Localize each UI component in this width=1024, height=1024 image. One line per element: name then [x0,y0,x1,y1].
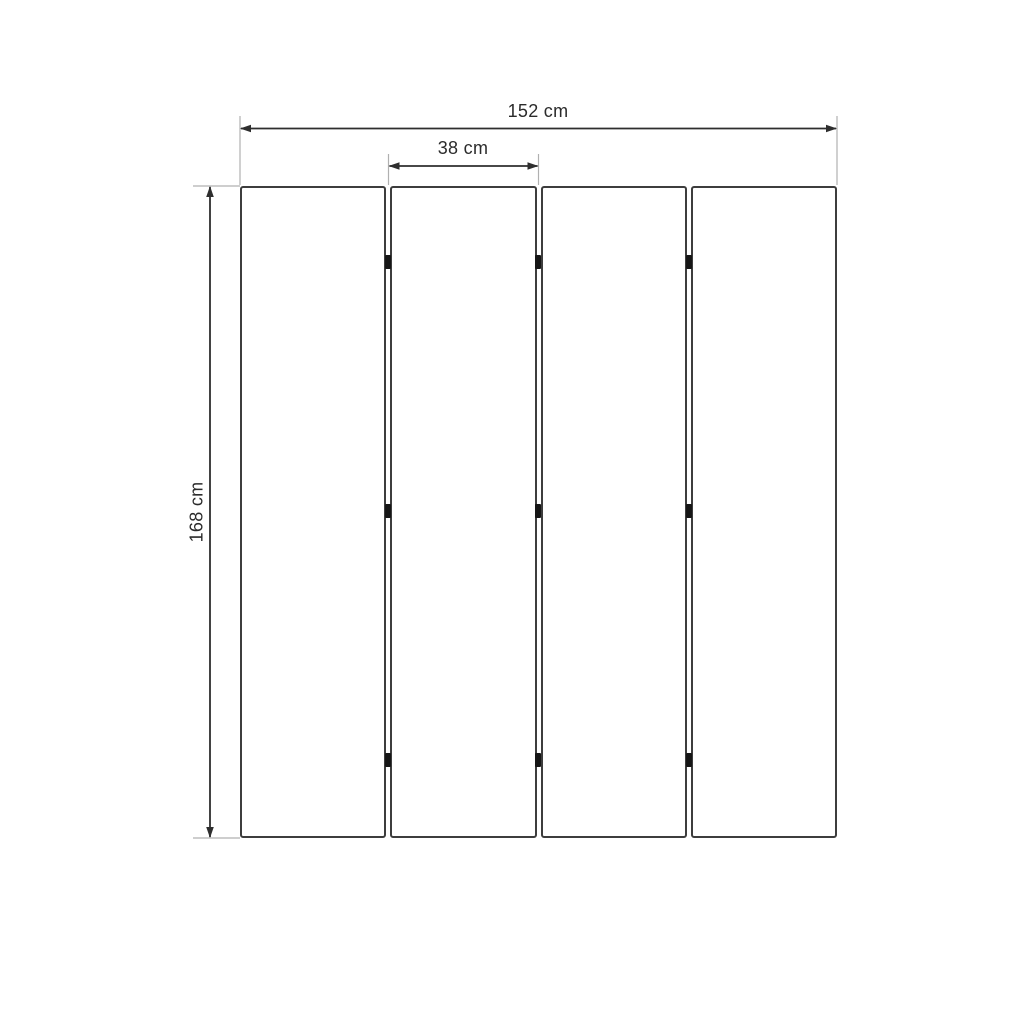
hinge-icon [385,255,391,269]
panel-width-label: 38 cm [437,138,489,158]
panel-1 [240,186,386,838]
panel-3 [541,186,687,838]
total-width-label: 152 cm [507,101,569,121]
hinge-icon [535,753,541,767]
hinge-icon [686,753,692,767]
height-label: 168 cm [186,481,207,543]
hinge-icon [535,504,541,518]
arrow-down-icon [206,827,214,838]
hinge-icon [535,255,541,269]
arrow-right-icon [826,125,837,133]
arrow-up-icon [206,186,214,197]
hinge-icon [686,255,692,269]
hinge-icon [385,753,391,767]
panel-4 [691,186,837,838]
hinge-icon [385,504,391,518]
panel-2 [390,186,536,838]
hinge-icon [686,504,692,518]
arrow-right-icon [528,162,539,170]
arrow-left-icon [240,125,251,133]
arrow-left-icon [389,162,400,170]
